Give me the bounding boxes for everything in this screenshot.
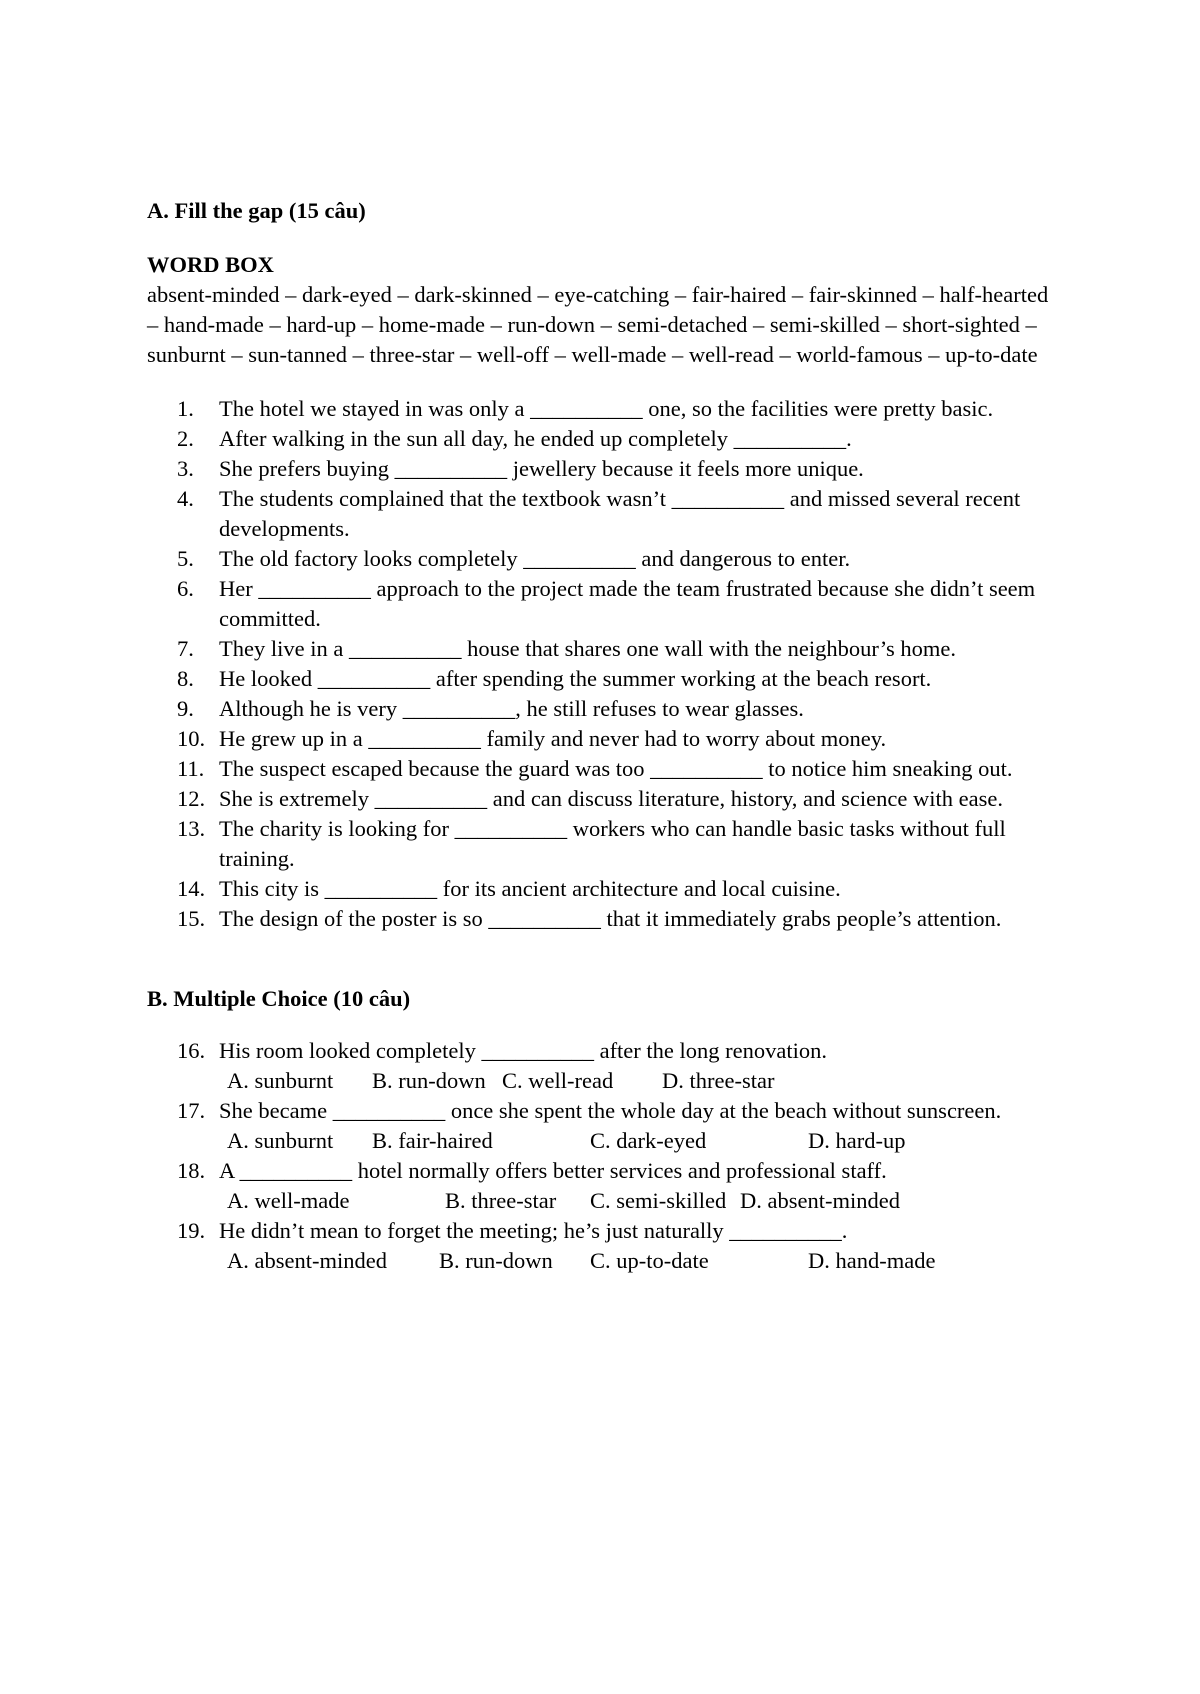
option-c: C. well-read [502,1068,614,1093]
question-text: She became __________ once she spent the whole day at the beach without sunscreen. [219,1098,1002,1123]
question-item [147,484,1067,544]
question-number: 14. [177,876,206,901]
question-item [147,1036,1067,1096]
question-text: The old factory looks completely __________ and dangerous to enter. [219,546,851,571]
question-number: 8. [177,666,194,691]
question-item [147,694,1067,724]
question-item [147,574,1067,634]
question-item [147,394,1067,424]
option-d: D. hand-made [808,1248,936,1273]
question-text: He grew up in a __________ family and never had to worry about money. [219,726,887,751]
question-number: 4. [177,486,194,511]
question-item [147,544,1067,574]
question-number: 19. [177,1218,206,1243]
word-box-title: WORD BOX [147,252,274,277]
question-number: 7. [177,636,194,661]
question-number: 9. [177,696,194,721]
question-text: She is extremely __________ and can discuss literature, history, and science with ease. [219,786,1003,811]
question-number: 5. [177,546,194,571]
option-a: A. sunburnt [227,1068,334,1093]
question-text: The charity is looking for __________ workers who can handle basic tasks without full training. [219,816,1006,871]
option-d: D. absent-minded [740,1188,900,1213]
question-item [147,454,1067,484]
option-a: A. absent-minded [227,1248,387,1273]
option-b: B. fair-haired [372,1128,493,1153]
section-b-heading: B. Multiple Choice (10 câu) [147,986,411,1011]
question-item [147,1216,1067,1276]
question-number: 11. [177,756,205,781]
answer-options [227,1246,1067,1276]
question-item [147,1156,1067,1216]
question-number: 18. [177,1158,206,1183]
question-text: A __________ hotel normally offers better services and professional staff. [219,1158,887,1183]
question-text: Her __________ approach to the project made the team frustrated because she didn’t seem committed. [219,576,1036,631]
question-text: They live in a __________ house that shares one wall with the neighbour’s home. [219,636,956,661]
answer-options [227,1186,1067,1216]
question-number: 6. [177,576,194,601]
question-text: The hotel we stayed in was only a __________ one, so the facilities were pretty basic. [219,396,994,421]
question-text: This city is __________ for its ancient architecture and local cuisine. [219,876,841,901]
question-number: 3. [177,456,194,481]
question-text: His room looked completely __________ after the long renovation. [219,1038,827,1063]
question-number: 12. [177,786,206,811]
option-d: D. hard-up [808,1128,906,1153]
question-item [147,754,1067,784]
question-item [147,724,1067,754]
option-d: D. three-star [662,1068,775,1093]
word-box: absent-minded – dark-eyed – dark-skinned – eye-catching – fair-haired – fair-skinned – half-hearted – hand-made – hard-up – home-made – run-down – semi-detached – semi-skilled – short-sighted – sunburnt – sun-tanned – three-star – well-off – well-made – well-read – world-famous – up-to-date [147,282,1049,367]
question-number: 15. [177,906,206,931]
question-number: 16. [177,1038,206,1063]
option-c: C. semi-skilled [590,1188,727,1213]
question-text: After walking in the sun all day, he ended up completely __________. [219,426,852,451]
question-text: Although he is very __________, he still refuses to wear glasses. [219,696,804,721]
question-number: 1. [177,396,194,421]
question-text: He looked __________ after spending the summer working at the beach resort. [219,666,932,691]
question-number: 10. [177,726,206,751]
question-text: The suspect escaped because the guard was too __________ to notice him sneaking out. [219,756,1013,781]
question-item [147,784,1067,814]
option-a: A. sunburnt [227,1128,334,1153]
option-a: A. well-made [227,1188,350,1213]
option-b: B. run-down [439,1248,553,1273]
question-number: 13. [177,816,206,841]
question-item [147,814,1067,874]
question-item [147,664,1067,694]
option-b: B. run-down [372,1068,486,1093]
question-number: 2. [177,426,194,451]
question-item [147,874,1067,904]
question-text: He didn’t mean to forget the meeting; he’s just naturally __________. [219,1218,848,1243]
section-b-questions [147,1036,1067,1276]
question-text: The students complained that the textbook wasn’t __________ and missed several recent developments. [219,486,1021,541]
answer-options [227,1126,1067,1156]
option-c: C. dark-eyed [590,1128,707,1153]
question-item [147,1096,1067,1156]
question-item [147,634,1067,664]
section-a-questions [147,394,1067,934]
section-a-heading: A. Fill the gap (15 câu) [147,198,366,223]
question-item [147,424,1067,454]
question-text: She prefers buying __________ jewellery because it feels more unique. [219,456,864,481]
question-text: The design of the poster is so __________ that it immediately grabs people’s attention. [219,906,1002,931]
option-c: C. up-to-date [590,1248,709,1273]
question-item [147,904,1067,934]
option-b: B. three-star [445,1188,557,1213]
question-number: 17. [177,1098,206,1123]
section-spacer [147,934,1067,984]
answer-options [227,1066,1067,1096]
worksheet-page [147,196,1067,1276]
